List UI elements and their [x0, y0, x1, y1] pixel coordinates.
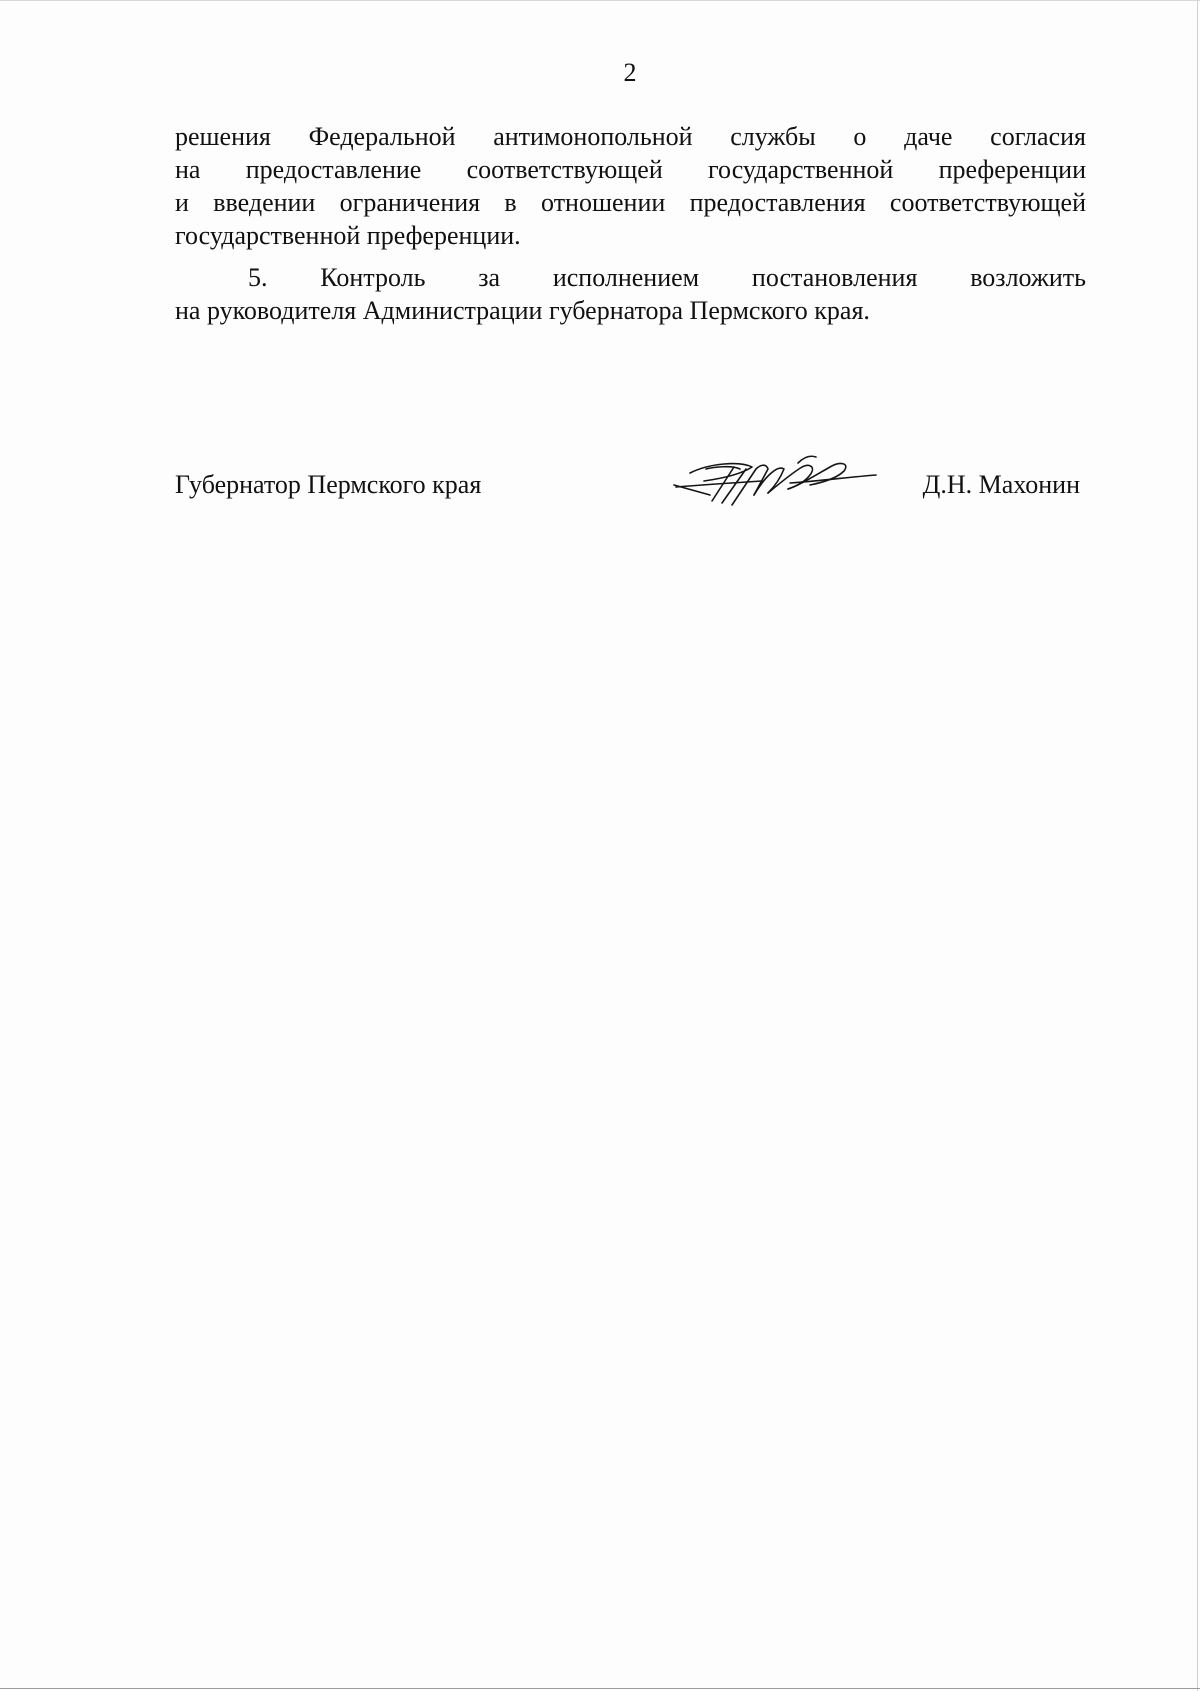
signature-block — [175, 468, 1086, 508]
paragraph-2 — [175, 261, 1086, 327]
paragraph-2-line: на руководителя Администрации губернатора Пермского края. — [175, 296, 870, 325]
paragraph-1-line: решения Федеральной антимонопольной службы о даче согласия — [175, 122, 1086, 151]
scan-edge-bottom — [0, 1688, 1200, 1689]
signatory-position: Губернатор Пермского края — [175, 470, 482, 499]
signatory-name: Д.Н. Махонин — [922, 470, 1080, 499]
scan-edge-top — [0, 0, 1200, 1]
paragraph-1-line: государственной преференции. — [175, 221, 521, 250]
handwritten-signature-icon — [670, 445, 880, 515]
paragraph-2-line: 5. Контроль за исполнением постановления возложить — [248, 263, 1086, 292]
paragraph-1-line: и введении ограничения в отношении предоставления соответствующей — [175, 188, 1086, 217]
paragraph-1-line: на предоставление соответствующей государственной преференции — [175, 155, 1086, 184]
page-number: 2 — [623, 58, 637, 87]
paragraph-1 — [175, 120, 1086, 252]
scan-edge-right — [1197, 0, 1198, 1691]
